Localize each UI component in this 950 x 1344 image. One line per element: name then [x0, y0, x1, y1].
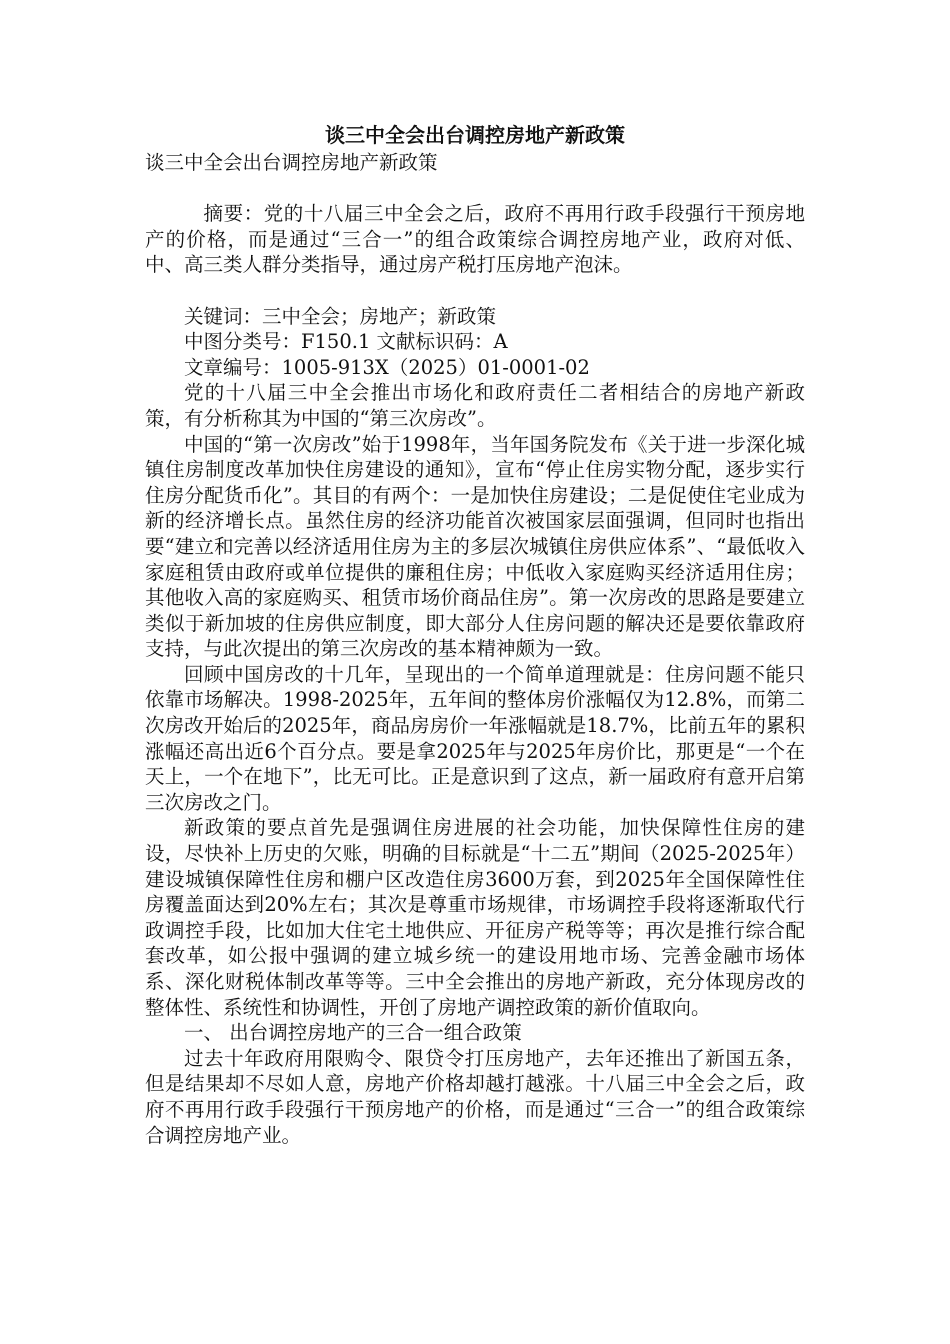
section-heading: 一、 出台调控房地产的三合一组合政策: [184, 1021, 522, 1045]
keywords: 关键词：三中全会；房地产；新政策: [184, 304, 497, 328]
spacer: [145, 176, 805, 202]
document-body: [145, 150, 805, 1148]
body-paragraph: 中国的“第一次房改”始于1998年，当年国务院发布《关于进一步深化城镇住房制度改革加快住房建设的通知》，宣布“停止住房实物分配，逐步实行住房分配货币化”。其目的有两个：一是加快住房建设；二是促使住宅业成为新的经济增长点。虽然住房的经济功能首次被国家层面强调，但同时也指出要“建立和完善以经济适用住房为主的多层次城镇住房供应体系”、“最低收入家庭租赁由政府或单位提供的廉租住房；中低收入家庭购买经济适用住房；其他收入高的家庭购买、租赁市场价商品住房”。第一次房改的思路是要建立类似于新加坡的住房供应制度，即大部分人住房问题的解决还是要依靠政府支持，与此次提出的第三次房改的基本精神颇为一致。: [145, 432, 805, 661]
body-paragraph: 新政策的要点首先是强调住房进展的社会功能，加快保障性住房的建设，尽快补上历史的欠账，明确的目标就是“十二五”期间（2025-2025年）建设城镇保障性住房和棚户区改造住房3600万套，到2025年全国保障性住房覆盖面达到20%左右；其次是尊重市场规律，市场调控手段将逐渐取代行政调控手段，比如加大住宅土地供应、开征房产税等等；再次是推行综合配套改革，如公报中强调的建立城乡统一的建设用地市场、完善金融市场体系、深化财税体制改革等等。三中全会推出的房地产新政，充分体现房改的整体性、系统性和协调性，开创了房地产调控政策的新价值取向。: [145, 816, 805, 1019]
spacer: [145, 278, 805, 304]
classification-code: 中图分类号：F150.1 文献标识码：A: [184, 330, 508, 354]
document-subtitle: 谈三中全会出台调控房地产新政策: [145, 151, 438, 174]
body-paragraph: 过去十年政府用限购令、限贷令打压房地产，去年还推出了新国五条，但是结果却不尽如人意，房地产价格却越打越涨。十八届三中全会之后，政府不再用行政手段强行干预房地产的价格，而是通过“三合一”的组合政策综合调控房地产业。: [145, 1046, 805, 1147]
body-paragraph: 回顾中国房改的十几年，呈现出的一个简单道理就是：住房问题不能只依靠市场解决。1998-2025年，五年间的整体房价涨幅仅为12.8%，而第二次房改开始后的2025年，商品房房价一年涨幅就是18.7%，比前五年的累积涨幅还高出近6个百分点。要是拿2025年与2025年房价比，那更是“一个在天上，一个在地下”，比无可比。正是意识到了这点，新一届政府有意开启第三次房改之门。: [145, 662, 805, 814]
body-paragraph: 党的十八届三中全会推出市场化和政府责任二者相结合的房地产新政策，有分析称其为中国的“第三次房改”。: [145, 381, 805, 430]
abstract: 摘要：党的十八届三中全会之后，政府不再用行政手段强行干预房地产的价格，而是通过“三合一”的组合政策综合调控房地产业，政府对低、中、高三类人群分类指导，通过房产税打压房地产泡沫。: [145, 202, 805, 277]
article-number: 文章编号：1005-913X（2025）01-0001-02: [184, 355, 590, 379]
document-title: 谈三中全会出台调控房地产新政策: [325, 123, 625, 147]
